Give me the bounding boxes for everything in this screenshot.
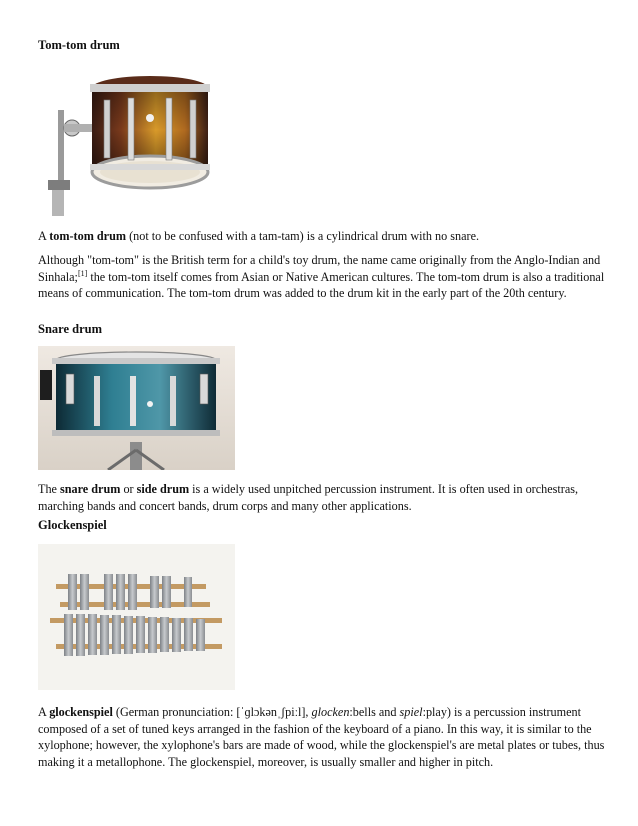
glockenspiel-image: [38, 544, 235, 690]
heading-glockenspiel: Glockenspiel: [38, 518, 107, 532]
tom-tom-paragraph-1: A tom-tom drum (not to be confused with a tam-tam) is a cylindrical drum with no snare.: [38, 229, 480, 243]
snare-drum-image: [38, 346, 235, 470]
tom-tom-paragraph-2: Although "tom-tom" is the British term for a child's toy drum, the name came originally from the Anglo-Indian and Sinhala;[1] the tom-tom itself comes from Asian or Native American cultures. The tom-tom drum is also a traditional means of communication. The tom-tom drum was added to the drum kit in the early part of the 20th century.: [38, 253, 605, 300]
heading-tom-tom: Tom-tom drum: [38, 38, 120, 52]
heading-snare-drum: Snare drum: [38, 322, 103, 336]
snare-drum-paragraph: The snare drum or side drum is a widely used unpitched percussion instrument. It is often used in orchestras, marching bands and concert bands, drum corps and many other applications.: [38, 482, 579, 513]
citation-1[interactable]: [1]: [77, 268, 88, 278]
glockenspiel-paragraph: A glockenspiel (German pronunciation: [ˈɡlɔkənˌʃpiːl], glocken:bells and spiel:play) is a percussion instrument composed of a set of tuned keys arranged in the fashion of the keyboard of a piano. In this way, it is similar to the xylophone; however, the xylophone's bars are made of wood, while the glockenspiel's are metal plates or tubes, thus making it a metallophone. The glockenspiel, moreover, is usually smaller and higher in pitch.: [38, 705, 605, 769]
tom-tom-image: [38, 70, 210, 216]
